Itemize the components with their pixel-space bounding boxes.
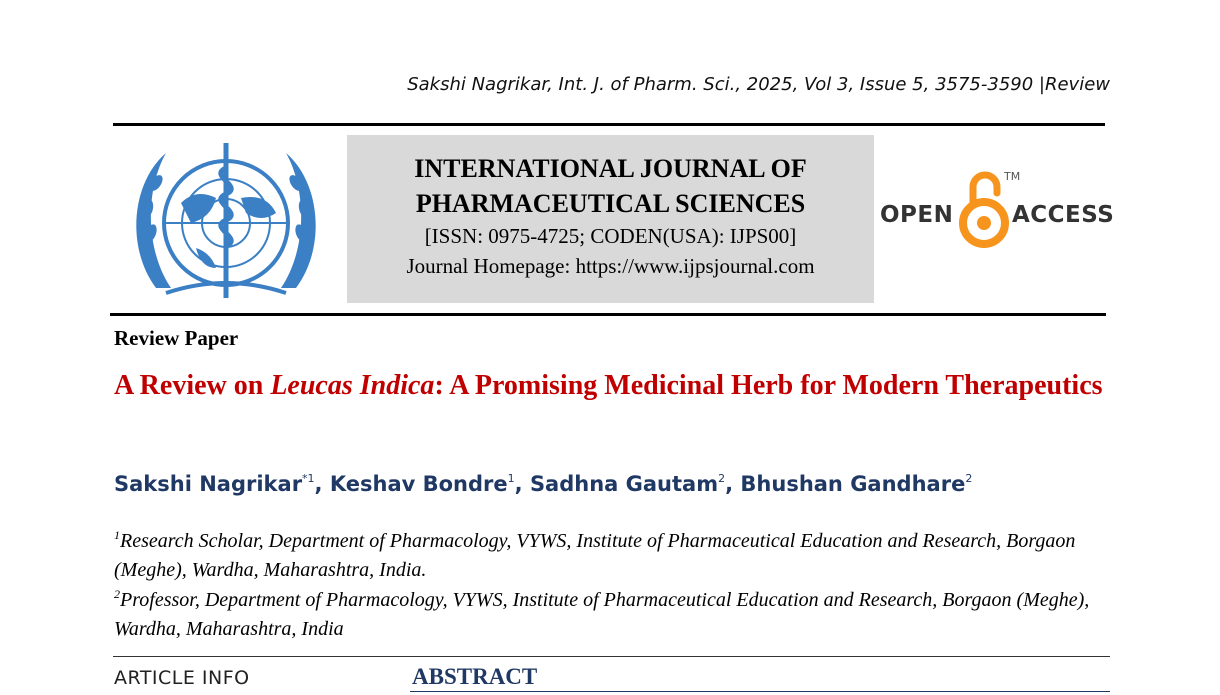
author-separator: ,: [725, 472, 741, 496]
author-affiliation-mark: 1: [507, 472, 515, 485]
affiliation-text: Research Scholar, Department of Pharmacology, VYWS, Institute of Pharmaceutical Education and Research, Borgaon (Meghe), Wardha, Maharashtra, India.: [114, 530, 1076, 581]
section-rule: [113, 656, 1110, 657]
journal-masthead: [347, 135, 874, 303]
author-name[interactable]: Keshav Bondre: [329, 472, 508, 496]
open-access-word-access: ACCESS: [1012, 202, 1115, 228]
affiliation-number: 1: [114, 528, 120, 542]
un-medical-emblem-icon: [126, 138, 326, 306]
author-separator: ,: [514, 472, 530, 496]
journal-issn: [ISSN: 0975-4725; CODEN(USA): IJPS00]: [424, 224, 797, 248]
journal-homepage: Journal Homepage: https://www.ijpsjournal.com: [406, 254, 815, 278]
title-species: Leucas Indica: [270, 370, 435, 401]
author-affiliation-mark: 2: [965, 472, 973, 485]
author-name[interactable]: Bhushan Gandhare: [740, 472, 966, 496]
paper-type-label: Review Paper: [114, 326, 239, 350]
header-rule-bottom: [110, 313, 1106, 316]
author-affiliation-mark: 2: [718, 472, 726, 485]
title-prefix: A Review on: [114, 370, 271, 401]
running-head: Sakshi Nagrikar, Int. J. of Pharm. Sci., 2025, Vol 3, Issue 5, 3575-3590 |Review: [407, 74, 1110, 95]
open-access-word-open: OPEN: [880, 202, 954, 228]
header-rule-top: [113, 123, 1105, 126]
affiliation-number: 2: [114, 587, 120, 601]
journal-name-line2: PHARMACEUTICAL SCIENCES: [415, 189, 806, 218]
author-affiliation-mark: *1: [302, 472, 315, 485]
affiliation-2: [114, 580, 1114, 644]
author-name[interactable]: Sakshi Nagrikar: [114, 472, 303, 496]
article-info-heading: ARTICLE INFO: [114, 667, 250, 689]
author-name[interactable]: Sadhna Gautam: [529, 472, 719, 496]
journal-name-line1: INTERNATIONAL JOURNAL OF: [414, 154, 807, 183]
abstract-rule: [410, 691, 1110, 692]
abstract-heading: ABSTRACT: [412, 664, 538, 689]
affiliation-text: Professor, Department of Pharmacology, VYWS, Institute of Pharmaceutical Education and Research, Borgaon (Meghe), Wardha, Maharashtra, India: [114, 589, 1090, 640]
author-list: [114, 472, 972, 496]
article-title: [114, 364, 1104, 407]
title-rest: : A Promising Medicinal Herb for Modern Therapeutics: [434, 370, 1103, 401]
open-access-trademark: TM: [1004, 170, 1021, 183]
open-access-logo: [878, 165, 1115, 255]
author-separator: ,: [314, 472, 330, 496]
affiliation-1: [114, 521, 1114, 585]
